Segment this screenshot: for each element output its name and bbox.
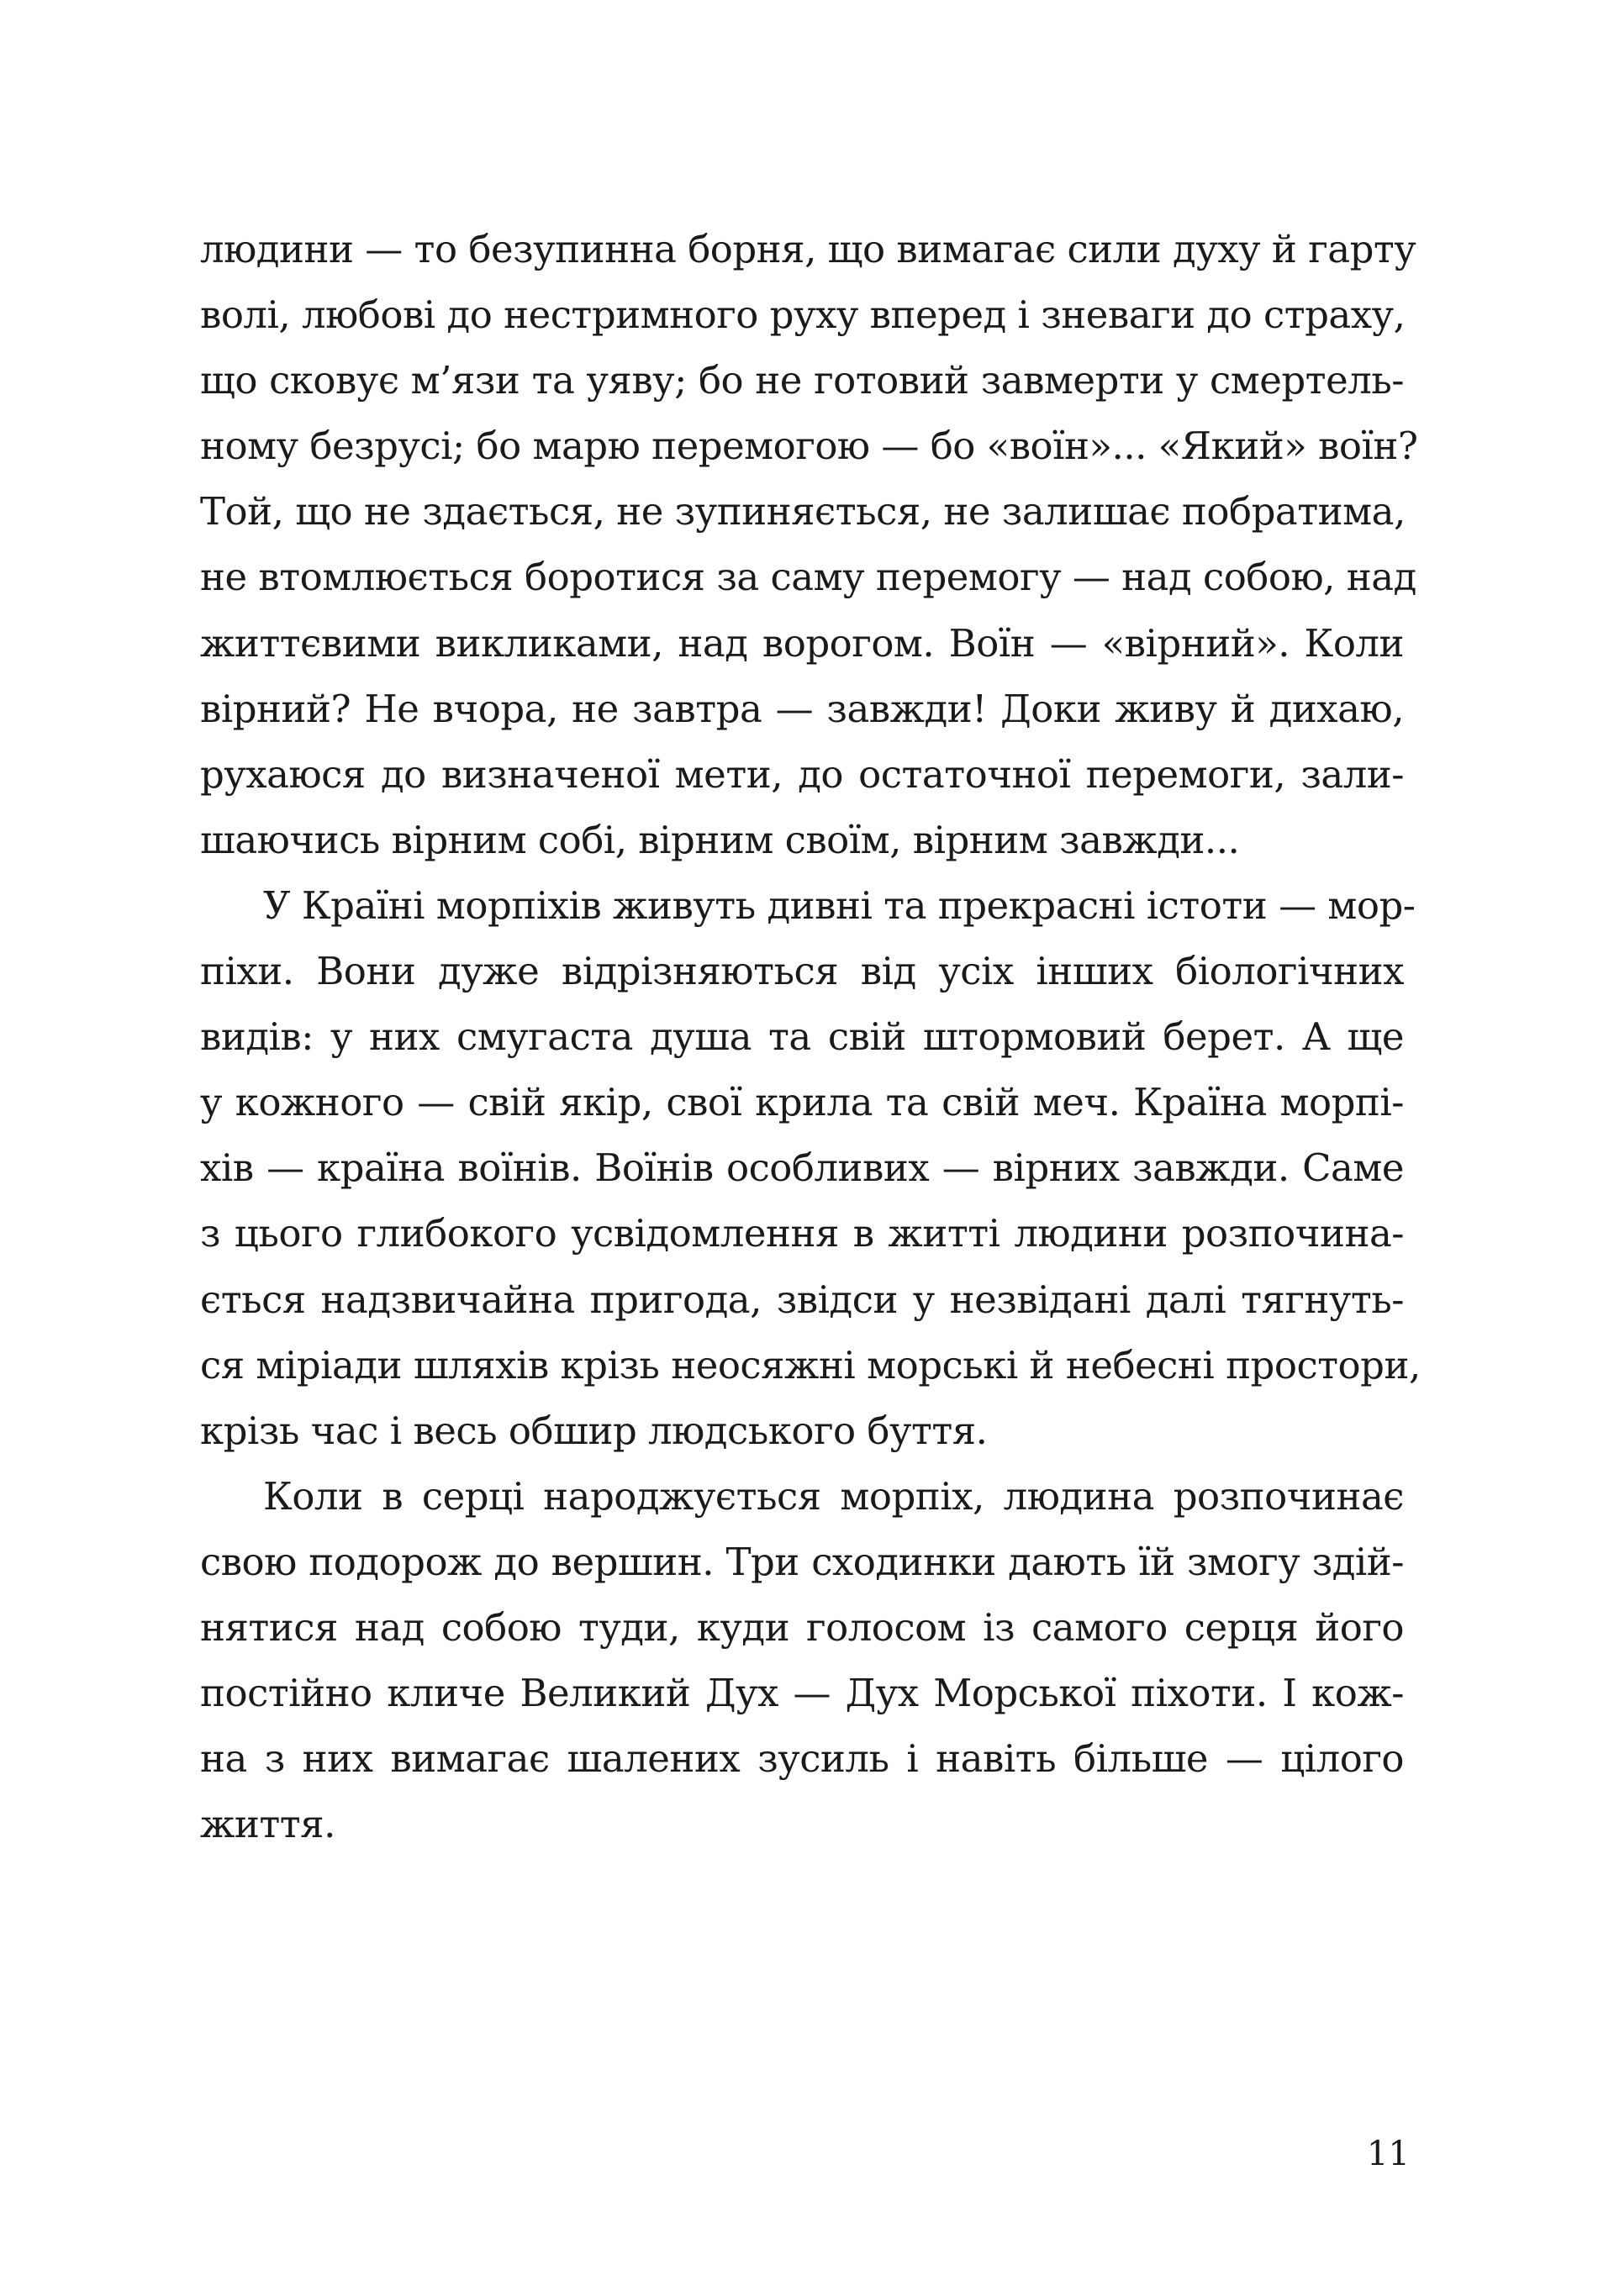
text-line: свою подорож до вершин. Три сходинки дають їй змогу здій- xyxy=(200,1539,1404,1584)
text-line: на з них вимагає шалених зусиль і навіть більше — цілого xyxy=(200,1736,1404,1782)
text-line: ному безрусі; бо марю перемогою — бо «воїн»... «Який» воїн? xyxy=(200,424,1418,469)
text-line: піхи. Вони дуже відрізняються від усіх інших біологічних xyxy=(200,949,1404,994)
page-number: 11 xyxy=(1367,2135,1410,2173)
text-line: не втомлюється боротися за саму перемогу — над собою, над xyxy=(200,555,1416,600)
text-line: крізь час і весь обшир людського буття. xyxy=(200,1408,988,1453)
text-line: Коли в серці народжується морпіх, людина розпочинає xyxy=(263,1473,1404,1519)
text-line: ється надзвичайна пригода, звідси у незвідані далі тягнуть- xyxy=(200,1277,1404,1322)
text-line: вірний? Не вчора, не завтра — завжди! Доки живу й дихаю, xyxy=(200,686,1404,731)
text-line: життя. xyxy=(200,1802,335,1847)
text-line: людини — то безупинна борня, що вимагає сили духу й гарту xyxy=(200,227,1416,271)
paragraph-1 xyxy=(200,217,1418,873)
text-line: волі, любові до нестримного руху вперед і зневаги до страху, xyxy=(200,292,1406,338)
text-line: з цього глибокого усвідомлення в житті людини розпочина- xyxy=(200,1211,1404,1256)
text-line: ся міріади шляхів крізь неосяжні морські й небесні простори, xyxy=(200,1342,1421,1388)
paragraph-2 xyxy=(200,873,1421,1464)
text-line: що сковує м’язи та уяву; бо не готовий завмерти у смертель- xyxy=(200,358,1404,403)
text-line: хів — країна воїнів. Воїнів особливих — вірних завжди. Саме xyxy=(200,1145,1404,1191)
text-line: нятися над собою туди, куди голосом із самого серця його xyxy=(200,1604,1404,1650)
text-line: видів: у них смугаста душа та свій штормовий берет. А ще xyxy=(200,1014,1404,1060)
body-text xyxy=(200,217,1421,1857)
paragraph-3 xyxy=(200,1464,1404,1858)
text-line: У Країні морпіхів живуть дивні та прекрасні істоти — мор- xyxy=(263,882,1416,928)
text-line: життєвими викликами, над ворогом. Воїн — «вірний». Коли xyxy=(200,620,1404,666)
text-line: шаючись вірним собі, вірним своїм, вірним завжди... xyxy=(200,817,1240,862)
text-line: у кожного — свій якір, свої крила та свій меч. Країна морпі- xyxy=(200,1080,1404,1125)
text-line: Той, що не здається, не зупиняється, не залишає побратима, xyxy=(200,489,1406,535)
text-line: постійно кличе Великий Дух — Дух Морської піхоти. І кож- xyxy=(200,1671,1404,1716)
text-line: рухаюся до визначеної мети, до остаточної перемоги, зали- xyxy=(200,751,1404,797)
